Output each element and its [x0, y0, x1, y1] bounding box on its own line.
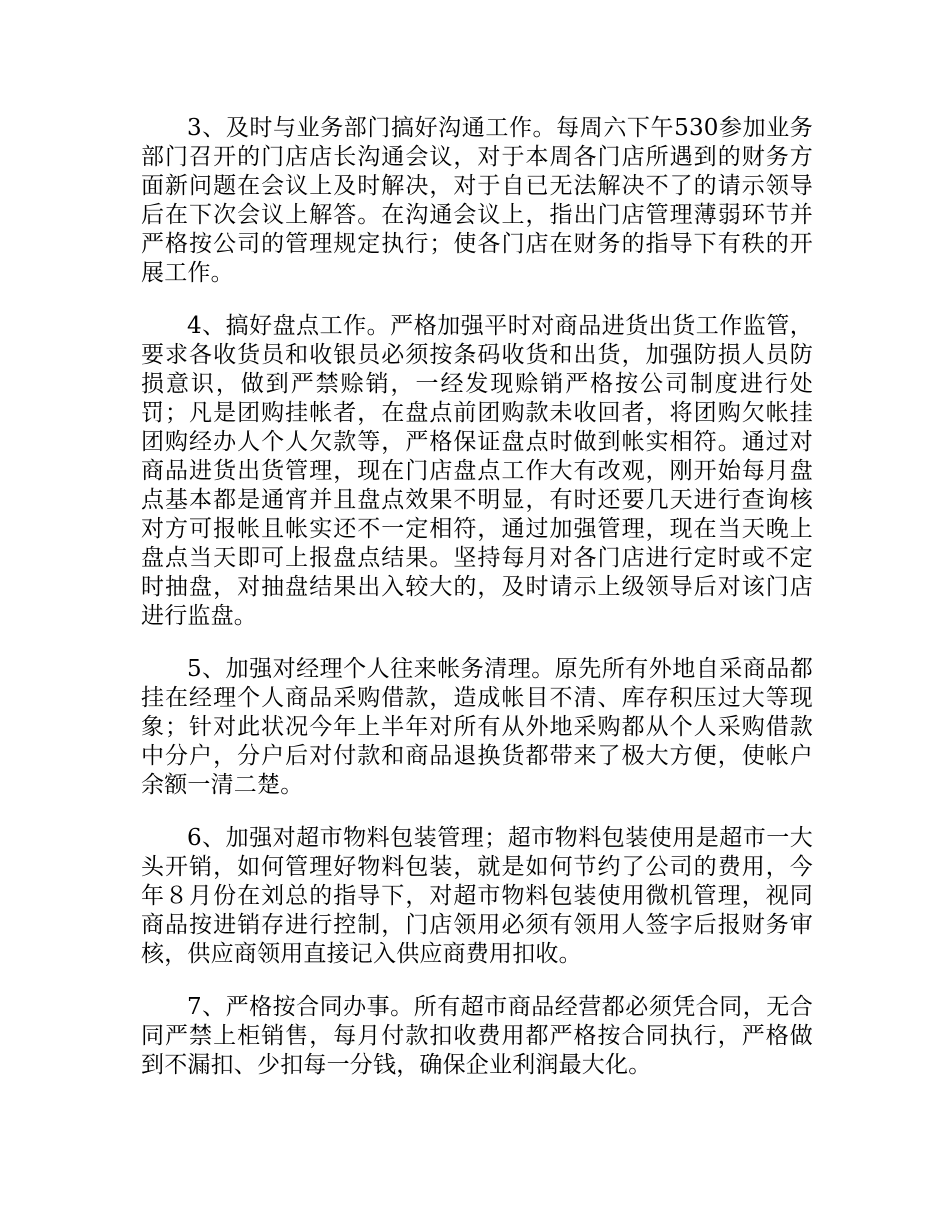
paragraph-7: 7、严格按合同办事。所有超市商品经营都必须凭合同，无合同严禁上柜销售，每月付款扣收费用都严格按合同执行，严格做到不漏扣、少扣每一分钱，确保企业利润最大化。 — [141, 994, 813, 1078]
paragraph-4: 4、搞好盘点工作。严格加强平时对商品进货出货工作监管，要求各收货员和收银员必须按条码收货和出货，加强防损人员防损意识，做到严禁赊销，一经发现赊销严格按公司制度进行处罚；凡是团购挂帐者，在盘点前团购款未收回者，将团购欠帐挂团购经办人个人欠款等，严格保证盘点时做到帐实相符。通过对商品进货出货管理，现在门店盘点工作大有改观，刚开始每月盘点基本都是通宵并且盘点效果不明显，有时还要几天进行查询核对方可报帐且帐实还不一定相符，通过加强管理，现在当天晚上盘点当天即可上报盘点结果。坚持每月对各门店进行定时或不定时抽盘，对抽盘结果出入较大的，及时请示上级领导后对该门店进行监盘。 — [141, 313, 813, 629]
paragraph-3: 3、及时与业务部门搞好沟通工作。每周六下午530参加业务部门召开的门店店长沟通会议，对于本周各门店所遇到的财务方面新问题在会议上及时解决，对于自已无法解决不了的请示领导后在下次会议上解答。在沟通会议上，指出门店管理薄弱环节并严格按公司的管理规定执行；使各门店在财务的指导下有秩的开展工作。 — [141, 115, 813, 286]
paragraph-6: 6、加强对超市物料包装管理；超市物料包装使用是超市一大头开销，如何管理好物料包装，就是如何节约了公司的费用，今年８月份在刘总的指导下，对超市物料包装使用微机管理，视同商品按进销存进行控制，门店领用必须有领用人签字后报财务审核，供应商领用直接记入供应商费用扣收。 — [141, 825, 813, 967]
document-body — [141, 114, 813, 1104]
paragraph-5: 5、加强对经理个人往来帐务清理。原先所有外地自采商品都挂在经理个人商品采购借款，造成帐目不清、库存积压过大等现象；针对此状况今年上半年对所有从外地采购都从个人采购借款中分户，分户后对付款和商品退换货都带来了极大方便，使帐户余额一清二楚。 — [141, 656, 813, 798]
